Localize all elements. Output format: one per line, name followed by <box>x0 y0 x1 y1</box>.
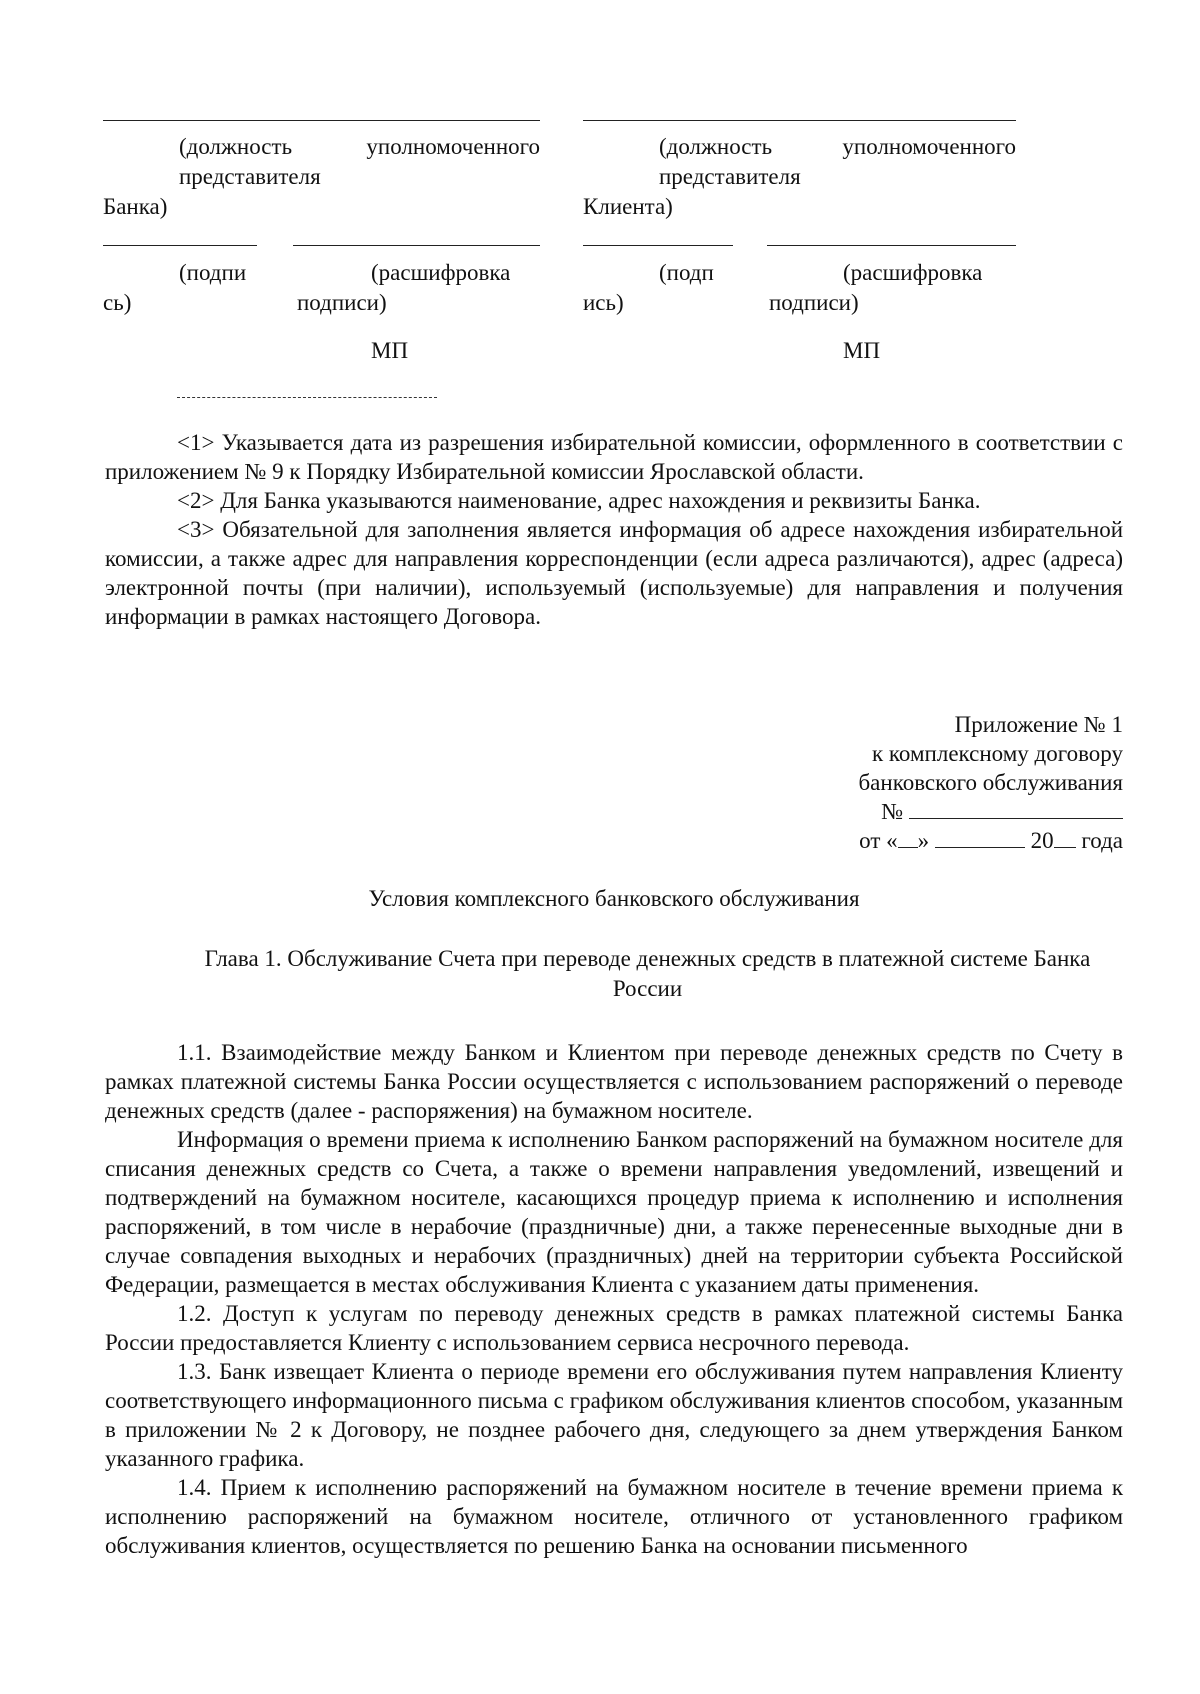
appendix-line2: к комплексному договору <box>872 741 1123 766</box>
paragraph-1-3: 1.3. Банк извещает Клиента о периоде времени его обслуживания путем направления Клиенту соответствующего информационного письма с графиком обслуживания клиентов способом, указанным в приложении № 2 к Договору, не позднее рабочего дня, следующего за днем утверждения Банком указанного графика. <box>105 1359 1123 1471</box>
bank-position-render <box>103 132 540 222</box>
body-paragraphs <box>105 1038 1123 1560</box>
appendix-line1: Приложение № 1 <box>954 712 1123 737</box>
client-decode-caption-b: подписи) <box>769 290 859 315</box>
bank-decode-caption-a: (расшифровка <box>371 260 511 285</box>
page-title: Условия комплексного банковского обслуживания <box>368 886 860 911</box>
client-decode-caption-a: (расшифровка <box>843 260 983 285</box>
client-position-line <box>583 120 1016 121</box>
bank-position-line2: Банка) <box>103 194 168 219</box>
appendix-date-suffix: года <box>1081 828 1123 853</box>
bank-stamp-label: МП <box>371 338 409 363</box>
client-stamp-label: МП <box>843 338 881 363</box>
bank-signature-line <box>103 245 257 246</box>
appendix-date <box>858 826 1123 855</box>
bank-position-line1: (должность уполномоченного представителя <box>179 134 540 189</box>
client-position-line2: Клиента) <box>583 194 673 219</box>
appendix-year-prefix: 20 <box>1030 828 1054 853</box>
footnotes <box>105 428 1123 631</box>
appendix-date-mid: » <box>917 828 930 853</box>
paragraph-1-1-info: Информация о времени приема к исполнению Банком распоряжений на бумажном носителе для списания денежных средств со Счета, а также о времени направления уведомлений, извещений и подтверждений на бумажном носителе, касающихся процедур приема к исполнению и исполнения распоряжений, в том числе в нерабочие (праздничные) дни, а также перенесенные выходные дни в случае совпадения выходных и нерабочих (праздничных) дней на территории субъекта Российской Федерации, размещается в местах обслуживания Клиента с указанием даты применения. <box>105 1127 1123 1297</box>
paragraph-1-2: 1.2. Доступ к услугам по переводу денежных средств в рамках платежной системы Банка России предоставляется Клиенту с использованием сервиса несрочного перевода. <box>105 1301 1123 1355</box>
paragraph-1-1: 1.1. Взаимодействие между Банком и Клиентом при переводе денежных средств по Счету в рамках платежной системы Банка России осуществляется с использованием распоряжений о переводе денежных средств (далее - распоряжения) на бумажном носителе. <box>105 1040 1123 1123</box>
appendix-number <box>858 797 1123 826</box>
appendix-number-blank <box>909 798 1123 819</box>
appendix-date-prefix: от « <box>859 828 898 853</box>
appendix-number-label: № <box>881 799 904 824</box>
appendix-day-blank <box>898 827 918 848</box>
appendix-year-blank <box>1054 827 1076 848</box>
client-signature-caption-a: (подп <box>659 260 714 285</box>
bank-signature-caption-a: (подпи <box>179 260 247 285</box>
client-signature-line <box>583 245 733 246</box>
footnote-3: <3> Обязательной для заполнения является информация об адресе нахождения избирательной комиссии, а также адрес для направления корреспонденции (если адреса различаются), адрес (адреса) электронной почты (при наличии), используемый (используемые) для направления и получения информации в рамках настоящего Договора. <box>105 517 1123 629</box>
paragraph-1-4: 1.4. Прием к исполнению распоряжений на бумажном носителе в течение времени приема к исполнению распоряжений на бумажном носителе, отличного от установленного графиком обслуживания клиентов, осуществляется по решению Банка на основании письменного <box>105 1475 1123 1558</box>
client-position-render <box>583 132 1016 222</box>
appendix-month-blank <box>935 827 1025 848</box>
bank-decode-line <box>293 245 540 246</box>
bank-decode-caption-b: подписи) <box>297 290 387 315</box>
appendix-header <box>858 710 1123 855</box>
footnote-separator <box>177 397 437 398</box>
client-decode-line <box>767 245 1016 246</box>
chapter-title: Глава 1. Обслуживание Счета при переводе денежных средств в платежной системе Банка России <box>204 946 1091 1001</box>
client-signature-caption-b: ись) <box>583 290 624 315</box>
bank-signature-caption-b: сь) <box>103 290 132 315</box>
footnote-2: <2> Для Банка указываются наименование, адрес нахождения и реквизиты Банка. <box>177 488 981 513</box>
appendix-line3: банковского обслуживания <box>858 770 1123 795</box>
bank-position-line <box>103 120 540 121</box>
client-position-line1: (должность уполномоченного представителя <box>659 134 1016 189</box>
footnote-1: <1> Указывается дата из разрешения избирательной комиссии, оформленного в соответствии с приложением № 9 к Порядку Избирательной комиссии Ярославской области. <box>105 430 1123 484</box>
